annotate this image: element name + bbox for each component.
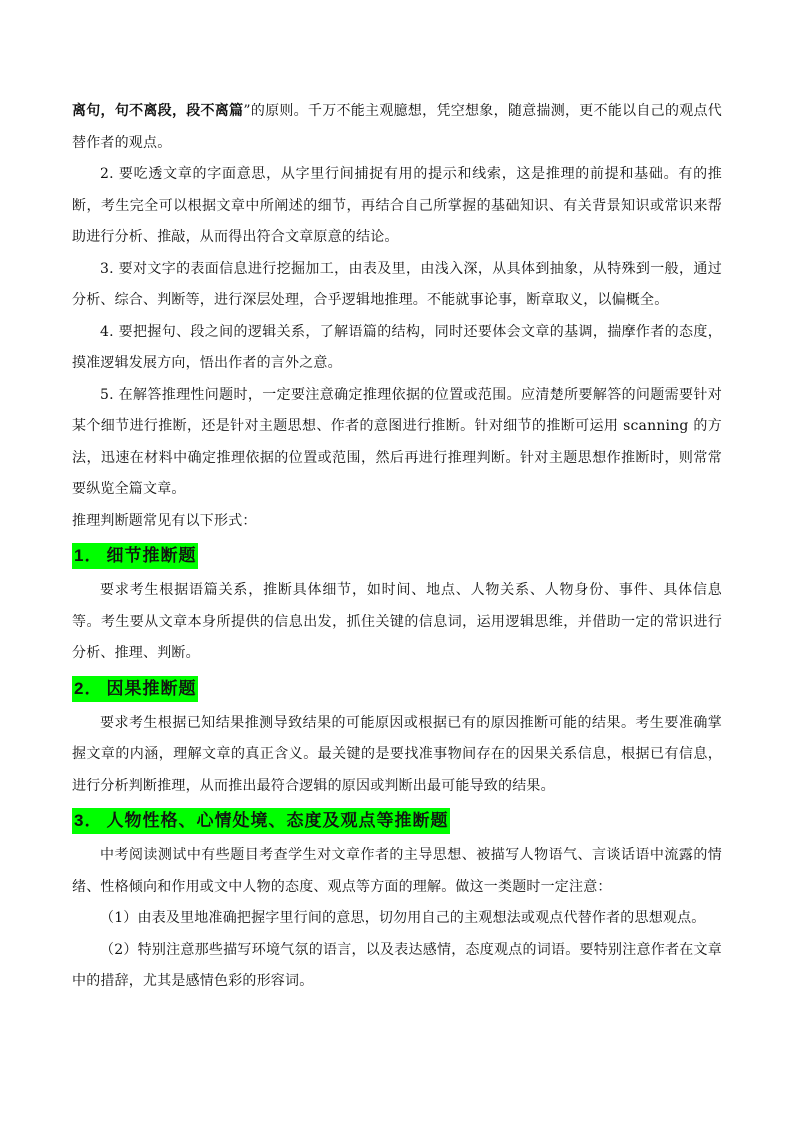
section-heading-highlight (72, 808, 450, 834)
section-heading-2 (72, 674, 722, 704)
section-2-paragraph: 要求考生根据已知结果推测导致结果的可能原因或根据已有的原因推断可能的结果。考生要准确掌握文章的内涵，理解文章的真正含义。最关键的是要找准事物间存在的因果关系信息，根据已有信息，进行分析判断推理，从而推出最符合逻辑的原因或判断出最可能导致的结果。 (72, 714, 722, 794)
section-heading-highlight (72, 543, 198, 569)
section-title: 因果推断题 (106, 678, 197, 699)
tip-paragraph-4: 4. 要把握句、段之间的逻辑关系，了解语篇的结构，同时还要体会文章的基调，揣摩作者的态度，摸准逻辑发展方向，悟出作者的言外之意。 (72, 323, 722, 371)
section-heading-1 (72, 541, 722, 571)
section-1-paragraph: 要求考生根据语篇关系，推断具体细节，如时间、地点、人物关系、人物身份、事件、具体信息等。考生要从文章本身所提供的信息出发，抓住关键的信息词，运用逻辑思维，并借助一定的常识进行分析、推理、判断。 (72, 582, 722, 661)
intro-bold-text: 离句，句不离段，段不离篇 (72, 103, 244, 119)
tip-paragraph-3: 3. 要对文字的表面信息进行挖掘加工，由表及里，由浅入深，从具体到抽象，从特殊到一般，通过分析、综合、判断等，进行深层处理，合乎逻辑地推理。不能就事论事，断章取义，以偏概全。 (72, 260, 722, 308)
intro-paragraph (72, 96, 722, 159)
section-3-point-1: （1）由表及里地准确把握字里行间的意思，切勿用自己的主观想法或观点代替作者的思想观点。 (100, 910, 706, 926)
section-number: 2． (74, 678, 103, 698)
document-page (72, 96, 722, 998)
tip-paragraph-2: 2. 要吃透文章的字面意思，从字里行间捕捉有用的提示和线索，这是推理的前提和基础。有的推断，考生完全可以根据文章中所阐述的细节，再结合自己所掌握的基础知识、有关背景知识或常识来帮助进行分析、推敲，从而得出符合文章原意的结论。 (72, 166, 722, 245)
section-heading-highlight (72, 676, 198, 702)
section-number: 3． (74, 811, 103, 830)
section-title: 人物性格、心情处境、态度及观点等推断题 (106, 811, 449, 831)
intro-rest-text: ”的原则。千万不能主观臆想，凭空想象，随意揣测，更不能以自己的观点代替作者的观点。 (72, 103, 722, 151)
section-title: 细节推断题 (106, 546, 197, 566)
section-number: 1． (74, 546, 103, 565)
section-3-point-2: （2）特别注意那些描写环境气氛的语言，以及表达感情，态度观点的词语。要特别注意作者在文章中的措辞，尤其是感情色彩的形容词。 (72, 941, 722, 989)
tip-paragraph-5: 5. 在解答推理性问题时，一定要注意确定推理依据的位置或范围。应清楚所要解答的问题需要针对某个细节进行推断，还是针对主题思想、作者的意图进行推断。针对细节的推断可运用 scanning 的方法，迅速在材料中确定推理依据的位置或范围，然后再进行推理判断。针对主题思想作推断时，则常常要纵览全篇文章。 (72, 386, 722, 497)
section-3-paragraph: 中考阅读测试中有些题目考查学生对文章作者的主导思想、被描写人物语气、言谈话语中流露的情绪、性格倾向和作用或文中人物的态度、观点等方面的理解。做这一类题时一定注意： (72, 847, 722, 895)
forms-intro: 推理判断题常见有以下形式： (72, 512, 257, 529)
section-heading-3 (72, 806, 722, 836)
